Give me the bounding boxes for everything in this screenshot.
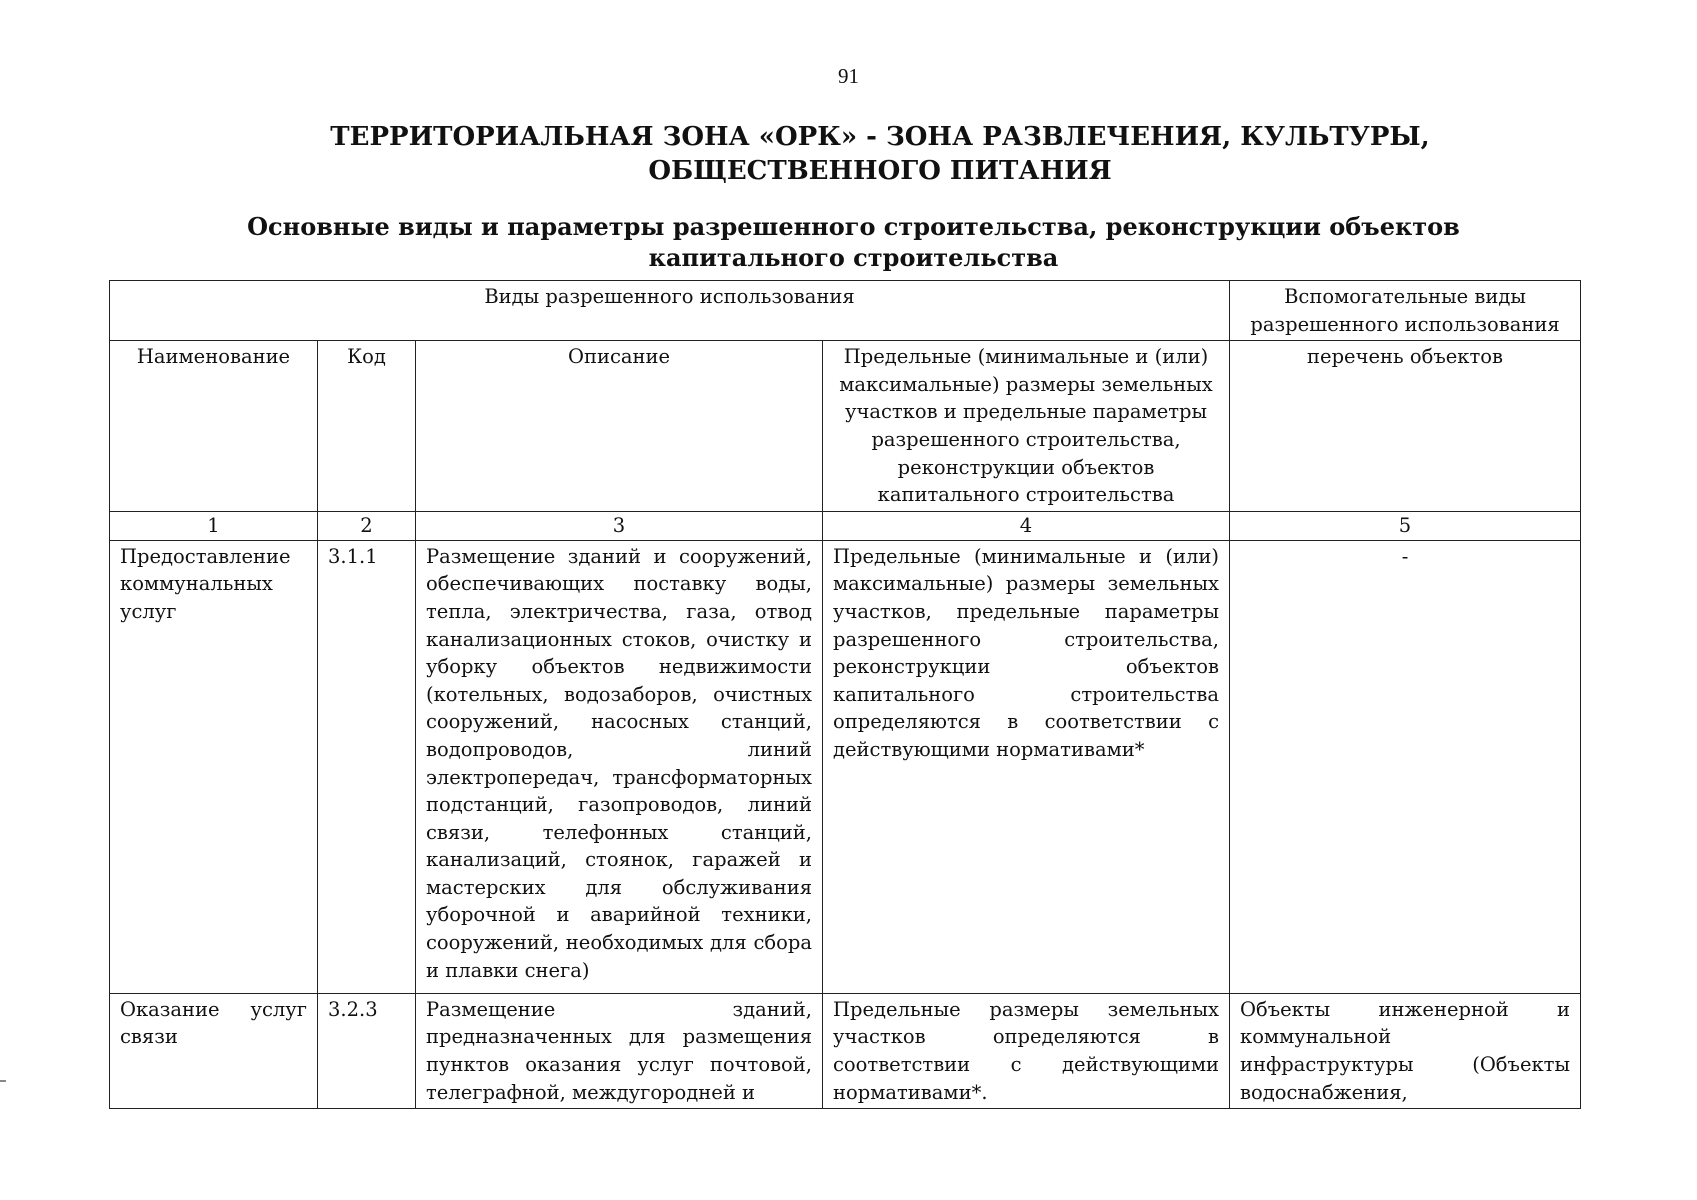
table-row: [110, 993, 1581, 1108]
use-description-cell: Размещение зданий, предназначенных для размещения пунктов оказания услуг почтовой, телеграфной, междугородней и: [416, 993, 823, 1108]
group-header-row: [110, 281, 1581, 341]
scan-mark: [0, 1080, 6, 1082]
column-header-objects: перечень объектов: [1230, 341, 1581, 512]
use-name-cell: Предоставление коммунальных услуг: [110, 540, 318, 993]
column-number-row: [110, 511, 1581, 540]
auxiliary-objects-cell: -: [1230, 540, 1581, 993]
use-limits-cell: Предельные (минимальные и (или) максимальные) размеры земельных участков, предельные параметры разрешенного строительства, реконструкции объектов капитального строительства определяются в соответствии с действующими нормативами*: [823, 540, 1230, 993]
column-header-row: [110, 341, 1581, 512]
table-row: [110, 540, 1581, 993]
column-number: 1: [110, 511, 318, 540]
permitted-uses-header: Виды разрешенного использования: [110, 281, 1230, 341]
auxiliary-uses-header: Вспомогательные виды разрешенного использования: [1230, 281, 1581, 341]
use-name-cell: Оказание услуг связи: [110, 993, 318, 1108]
column-header-description: Описание: [416, 341, 823, 512]
auxiliary-objects-cell: Объекты инженерной и коммунальной инфраструктуры (Объекты водоснабжения,: [1230, 993, 1581, 1108]
page-number: 91: [838, 64, 859, 88]
column-header-name: Наименование: [110, 341, 318, 512]
column-header-code: Код: [318, 341, 416, 512]
use-code-cell: 3.2.3: [318, 993, 416, 1108]
column-number: 3: [416, 511, 823, 540]
column-number: 5: [1230, 511, 1581, 540]
use-code-cell: 3.1.1: [318, 540, 416, 993]
use-limits-cell: Предельные размеры земельных участков определяются в соответствии с действующими нормативами*.: [823, 993, 1230, 1108]
use-description-cell: Размещение зданий и сооружений, обеспечивающих поставку воды, тепла, электричества, газа, отвод канализационных стоков, очистку и уборку объектов недвижимости (котельных, водозаборов, очистных сооружений, насосных станций, водопроводов, линий электропередач, трансформаторных подстанций, газопроводов, линий связи, телефонных станций, канализаций, стоянок, гаражей и мастерских для обслуживания уборочной и аварийной техники, сооружений, необходимых для сбора и плавки снега): [416, 540, 823, 993]
section-subtitle: Основные виды и параметры разрешенного строительства, реконструкции объектов капитального строительства: [247, 212, 1460, 272]
zone-title: ТЕРРИТОРИАЛЬНАЯ ЗОНА «ОРК» - ЗОНА РАЗВЛЕЧЕНИЯ, КУЛЬТУРЫ, ОБЩЕСТВЕННОГО ПИТАНИЯ: [330, 122, 1430, 186]
column-number: 2: [318, 511, 416, 540]
column-header-limits: Предельные (минимальные и (или) максимальные) размеры земельных участков и предельные параметры разрешенного строительства, реконструкции объектов капитального строительства: [823, 341, 1230, 512]
zone-table: [109, 280, 1581, 1109]
column-number: 4: [823, 511, 1230, 540]
